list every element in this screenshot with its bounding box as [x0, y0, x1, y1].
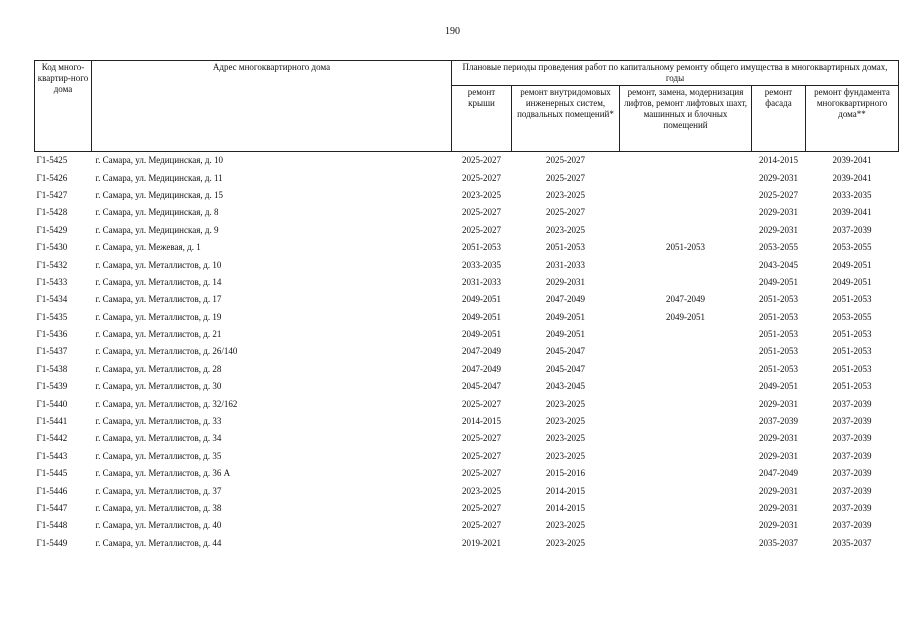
cell-facade: 2047-2049 [759, 468, 798, 479]
cell-foundation: 2037-2039 [832, 398, 872, 409]
cell-address: г. Самара, ул. Металлистов, д. 35 [95, 450, 222, 461]
cell-address: г. Самара, ул. Межевая, д. 1 [95, 242, 201, 253]
cell-lifts [620, 378, 752, 395]
cell-code: Г1-5429 [36, 224, 68, 235]
cell-foundation: 2039-2041 [832, 207, 872, 218]
cell-address: г. Самара, ул. Металлистов, д. 34 [95, 433, 222, 444]
cell-systems: 2014-2015 [546, 485, 585, 496]
cell-roof: 2025-2027 [462, 468, 501, 479]
cell-lifts: 2047-2049 [666, 294, 705, 305]
cell-roof: 2049-2051 [462, 329, 501, 340]
cell-lifts [620, 169, 752, 186]
cell-address: г. Самара, ул. Металлистов, д. 37 [95, 485, 222, 496]
cell-lifts [620, 430, 752, 447]
cell-address: г. Самара, ул. Металлистов, д. 26/140 [95, 346, 238, 357]
cell-facade: 2025-2027 [759, 189, 798, 200]
cell-roof: 2023-2025 [462, 189, 501, 200]
cell-roof: 2025-2027 [462, 433, 501, 444]
cell-lifts [620, 326, 752, 343]
table-row [35, 535, 899, 552]
cell-lifts [620, 256, 752, 273]
table-body [35, 152, 899, 552]
cell-lifts [620, 465, 752, 482]
cell-code: Г1-5443 [36, 450, 68, 461]
cell-address: г. Самара, ул. Металлистов, д. 10 [95, 259, 222, 270]
table-row [35, 430, 899, 447]
cell-address: г. Самара, ул. Металлистов, д. 17 [95, 294, 222, 305]
cell-address: г. Самара, ул. Металлистов, д. 36 А [95, 468, 231, 479]
cell-lifts [620, 395, 752, 412]
cell-roof: 2025-2027 [462, 503, 501, 513]
cell-roof: 2014-2015 [462, 416, 501, 427]
cell-lifts [620, 482, 752, 499]
header-code: Код много-квартир-ного дома [35, 61, 92, 152]
table-row [35, 395, 899, 412]
cell-lifts [620, 500, 752, 517]
cell-systems: 2025-2027 [546, 155, 585, 166]
cell-address: г. Самара, ул. Металлистов, д. 33 [95, 416, 222, 427]
cell-facade: 2029-2031 [759, 398, 798, 409]
cell-systems: 2031-2033 [546, 259, 585, 270]
cell-roof: 2023-2025 [462, 485, 501, 496]
table-row [35, 152, 899, 170]
cell-code: Г1-5432 [36, 259, 68, 270]
cell-systems: 2023-2025 [546, 398, 585, 409]
cell-lifts [620, 187, 752, 204]
cell-address: г. Самара, ул. Металлистов, д. 14 [95, 276, 222, 287]
cell-facade: 2049-2051 [759, 381, 798, 392]
cell-code: Г1-5438 [36, 363, 68, 374]
cell-code: Г1-5436 [36, 329, 68, 340]
table-row [35, 343, 899, 360]
cell-foundation: 2037-2039 [832, 520, 872, 531]
table-row [35, 500, 899, 517]
cell-code: Г1-5427 [36, 189, 68, 200]
cell-lifts [620, 535, 752, 552]
cell-facade: 2037-2039 [759, 416, 798, 427]
cell-code: Г1-5448 [36, 520, 68, 531]
header-roof: ремонт крыши [452, 86, 512, 152]
cell-roof: 2025-2027 [462, 450, 501, 461]
cell-foundation: 2053-2055 [832, 311, 872, 322]
cell-facade: 2051-2053 [759, 346, 798, 357]
page-number: 190 [445, 26, 460, 37]
cell-code: Г1-5445 [36, 468, 68, 479]
cell-code: Г1-5447 [36, 503, 68, 513]
cell-facade: 2035-2037 [759, 537, 798, 548]
cell-foundation: 2037-2039 [832, 224, 872, 235]
cell-systems: 2023-2025 [546, 450, 585, 461]
cell-systems: 2047-2049 [546, 294, 585, 305]
cell-code: Г1-5433 [36, 276, 68, 287]
cell-foundation: 2051-2053 [832, 329, 872, 340]
cell-code: Г1-5425 [36, 155, 68, 166]
cell-code: Г1-5435 [36, 311, 68, 322]
table-row [35, 361, 899, 378]
cell-systems: 2023-2025 [546, 433, 585, 444]
table-row [35, 239, 899, 256]
cell-code: Г1-5437 [36, 346, 68, 357]
cell-facade: 2029-2031 [759, 520, 798, 531]
table-row [35, 309, 899, 326]
cell-systems: 2025-2027 [546, 207, 585, 218]
cell-systems: 2023-2025 [546, 189, 585, 200]
cell-roof: 2025-2027 [462, 155, 501, 166]
cell-foundation: 2037-2039 [832, 468, 872, 479]
cell-facade: 2029-2031 [759, 485, 798, 496]
cell-systems: 2045-2047 [546, 363, 585, 374]
cell-code: Г1-5440 [36, 398, 68, 409]
cell-code: Г1-5446 [36, 485, 68, 496]
table-row [35, 169, 899, 186]
table-row [35, 256, 899, 273]
table-row [35, 413, 899, 430]
cell-facade: 2051-2053 [759, 363, 798, 374]
cell-code: Г1-5441 [36, 416, 68, 427]
cell-lifts: 2051-2053 [666, 242, 705, 253]
table-row [35, 187, 899, 204]
table-row [35, 448, 899, 465]
table-row [35, 378, 899, 395]
cell-facade: 2043-2045 [759, 259, 798, 270]
cell-roof: 2025-2027 [462, 520, 501, 531]
cell-foundation: 2051-2053 [832, 346, 872, 357]
cell-roof: 2019-2021 [462, 537, 501, 548]
cell-foundation: 2037-2039 [832, 485, 872, 496]
cell-address: г. Самара, ул. Медицинская, д. 9 [95, 224, 219, 235]
cell-facade: 2014-2015 [759, 155, 798, 166]
cell-code: Г1-5434 [36, 294, 68, 305]
cell-facade: 2029-2031 [759, 450, 798, 461]
table-row [35, 204, 899, 221]
cell-facade: 2029-2031 [759, 172, 798, 183]
cell-systems: 2043-2045 [546, 381, 585, 392]
cell-address: г. Самара, ул. Металлистов, д. 38 [95, 503, 222, 513]
cell-systems: 2023-2025 [546, 537, 585, 548]
cell-facade: 2029-2031 [759, 433, 798, 444]
capital-repair-table [34, 60, 899, 552]
cell-roof: 2025-2027 [462, 398, 501, 409]
cell-lifts [620, 204, 752, 221]
cell-facade: 2051-2053 [759, 311, 798, 322]
cell-address: г. Самара, ул. Медицинская, д. 15 [95, 189, 223, 200]
cell-address: г. Самара, ул. Медицинская, д. 8 [95, 207, 219, 218]
cell-facade: 2051-2053 [759, 294, 798, 305]
cell-lifts [620, 413, 752, 430]
cell-facade: 2051-2053 [759, 329, 798, 340]
cell-lifts [620, 222, 752, 239]
cell-foundation: 2037-2039 [832, 503, 872, 513]
cell-lifts [620, 152, 752, 170]
table-row [35, 482, 899, 499]
cell-facade: 2029-2031 [759, 207, 798, 218]
table-row [35, 291, 899, 308]
table-row [35, 517, 899, 534]
cell-foundation: 2033-2035 [832, 189, 872, 200]
cell-roof: 2047-2049 [462, 363, 501, 374]
cell-address: г. Самара, ул. Медицинская, д. 11 [95, 172, 223, 183]
cell-foundation: 2053-2055 [832, 242, 872, 253]
cell-systems: 2014-2015 [546, 503, 585, 513]
header-facade: ремонт фасада [752, 86, 806, 152]
cell-foundation: 2037-2039 [832, 433, 872, 444]
cell-facade: 2029-2031 [759, 224, 798, 235]
cell-address: г. Самара, ул. Металлистов, д. 30 [95, 381, 222, 392]
cell-systems: 2023-2025 [546, 416, 585, 427]
cell-systems: 2045-2047 [546, 346, 585, 357]
cell-code: Г1-5426 [36, 172, 68, 183]
cell-address: г. Самара, ул. Металлистов, д. 44 [95, 537, 222, 548]
table-row [35, 326, 899, 343]
cell-roof: 2045-2047 [462, 381, 501, 392]
cell-code: Г1-5449 [36, 537, 68, 548]
cell-roof: 2049-2051 [462, 294, 501, 305]
cell-foundation: 2049-2051 [832, 276, 872, 287]
cell-foundation: 2051-2053 [832, 363, 872, 374]
cell-systems: 2015-2016 [546, 468, 585, 479]
cell-lifts [620, 343, 752, 360]
cell-foundation: 2051-2053 [832, 294, 872, 305]
cell-code: Г1-5442 [36, 433, 68, 444]
cell-roof: 2025-2027 [462, 172, 501, 183]
cell-roof: 2025-2027 [462, 207, 501, 218]
header-foundation: ремонт фундамента многоквартирного дома** [806, 86, 899, 152]
cell-address: г. Самара, ул. Металлистов, д. 19 [95, 311, 222, 322]
cell-systems: 2049-2051 [546, 311, 585, 322]
cell-foundation: 2035-2037 [832, 537, 872, 548]
cell-foundation: 2039-2041 [832, 155, 872, 166]
header-periods: Плановые периоды проведения работ по капитальному ремонту общего имущества в многоквартирных домах, годы [452, 61, 899, 86]
table-row [35, 274, 899, 291]
cell-systems: 2023-2025 [546, 224, 585, 235]
header-lifts: ремонт, замена, модернизация лифтов, ремонт лифтовых шахт, машинных и блочных помещений [620, 86, 752, 152]
cell-code: Г1-5439 [36, 381, 68, 392]
cell-lifts [620, 361, 752, 378]
cell-foundation: 2051-2053 [832, 381, 872, 392]
cell-address: г. Самара, ул. Металлистов, д. 32/162 [95, 398, 238, 409]
cell-address: г. Самара, ул. Металлистов, д. 40 [95, 520, 222, 531]
cell-roof: 2033-2035 [462, 259, 501, 270]
cell-code: Г1-5430 [36, 242, 68, 253]
header-address: Адрес многоквартирного дома [92, 61, 452, 152]
cell-systems: 2023-2025 [546, 520, 585, 531]
cell-roof: 2051-2053 [462, 242, 501, 253]
cell-roof: 2031-2033 [462, 276, 501, 287]
cell-lifts [620, 448, 752, 465]
cell-address: г. Самара, ул. Металлистов, д. 21 [95, 329, 222, 340]
header-systems: ремонт внутридомовых инженерных систем, подвальных помещений* [512, 86, 620, 152]
cell-roof: 2049-2051 [462, 311, 501, 322]
cell-lifts [620, 274, 752, 291]
table-row [35, 222, 899, 239]
table-row [35, 465, 899, 482]
cell-systems: 2029-2031 [546, 276, 585, 287]
cell-address: г. Самара, ул. Медицинская, д. 10 [95, 155, 223, 166]
cell-foundation: 2049-2051 [832, 259, 872, 270]
cell-systems: 2025-2027 [546, 172, 585, 183]
cell-facade: 2053-2055 [759, 242, 798, 253]
cell-foundation: 2037-2039 [832, 416, 872, 427]
cell-lifts [620, 517, 752, 534]
cell-foundation: 2039-2041 [832, 172, 872, 183]
table-header [35, 61, 899, 152]
cell-lifts: 2049-2051 [666, 311, 705, 322]
cell-foundation: 2037-2039 [832, 450, 872, 461]
cell-systems: 2051-2053 [546, 242, 585, 253]
cell-code: Г1-5428 [36, 207, 68, 218]
cell-facade: 2049-2051 [759, 276, 798, 287]
cell-systems: 2049-2051 [546, 329, 585, 340]
cell-roof: 2025-2027 [462, 224, 501, 235]
cell-facade: 2029-2031 [759, 503, 798, 513]
cell-roof: 2047-2049 [462, 346, 501, 357]
cell-address: г. Самара, ул. Металлистов, д. 28 [95, 363, 222, 374]
